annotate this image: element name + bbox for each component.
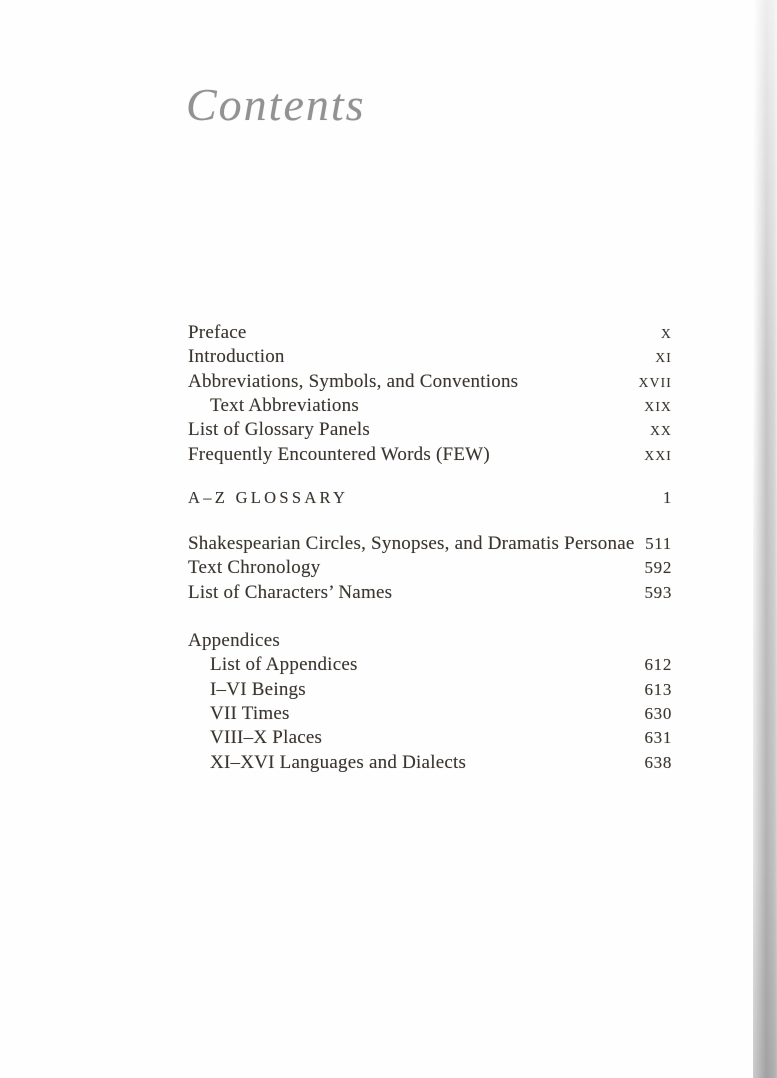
toc-entry-label: Abbreviations, Symbols, and Conventions	[188, 370, 519, 392]
toc-entry-label: Shakespearian Circles, Synopses, and Dramatis Personae	[188, 533, 635, 554]
toc-entry-label: XI–XVI Languages and Dialects	[210, 751, 467, 773]
toc-entry-page: 511	[645, 534, 672, 553]
toc-entry-label: Text Chronology	[188, 557, 321, 579]
toc-entry-page: 613	[644, 679, 672, 699]
toc-main-matter-section	[188, 533, 672, 606]
toc-entry-label: Preface	[188, 322, 247, 343]
toc-entry	[188, 727, 672, 751]
toc-entry-page: 592	[644, 558, 672, 578]
toc-entry-page: XVII	[638, 374, 672, 390]
toc-front-matter-section	[188, 322, 672, 468]
toc-entry-page: 638	[644, 752, 672, 772]
toc-entry-page: 593	[644, 582, 672, 602]
toc-appendices-section	[188, 630, 672, 776]
toc-entry-page: XI	[655, 350, 672, 366]
toc-entry-page: X	[661, 326, 672, 341]
toc-entry	[188, 395, 672, 419]
toc-entry-label: VIII–X Places	[210, 727, 323, 749]
toc-entry	[188, 703, 672, 727]
toc-entry-label: List of Characters’ Names	[188, 581, 393, 603]
toc-entry-page: 631	[644, 728, 672, 748]
toc-entry	[188, 533, 672, 557]
toc-entry	[188, 322, 672, 346]
toc-entry-label: Introduction	[188, 346, 285, 368]
toc-entry	[188, 557, 672, 581]
toc-entry-label: List of Appendices	[210, 654, 358, 676]
toc-entry-label: List of Glossary Panels	[188, 419, 371, 441]
toc-entry-label: Frequently Encountered Words (FEW)	[188, 443, 490, 465]
toc-entry	[188, 654, 672, 678]
toc-entry-page: 630	[644, 704, 672, 724]
toc-entry-page: XXI	[644, 447, 672, 463]
toc-entry-page: 1	[662, 488, 672, 507]
toc-entry	[188, 582, 672, 606]
page-edge-shadow	[753, 0, 777, 1078]
toc-entry	[188, 679, 672, 703]
toc-entry	[188, 419, 672, 443]
toc-section-heading	[188, 630, 672, 654]
toc-entry	[188, 346, 672, 370]
toc-entry	[188, 488, 672, 512]
toc-entry-label: Appendices	[188, 630, 280, 651]
toc-entry-label: Text Abbreviations	[210, 395, 359, 417]
toc-entry	[188, 444, 672, 468]
toc-entry-label: VII Times	[210, 703, 290, 725]
toc-entry-label: I–VI Beings	[210, 678, 306, 700]
toc-entry-page: 612	[644, 655, 672, 675]
toc-entry-page: XX	[650, 423, 672, 439]
page-title: Contents	[186, 79, 366, 130]
toc-glossary-section	[188, 488, 672, 512]
toc-entry	[188, 371, 672, 395]
toc-entry-page: XIX	[644, 399, 672, 415]
toc-entry-label: A–Z GLOSSARY	[188, 488, 349, 507]
toc-entry	[188, 752, 672, 776]
